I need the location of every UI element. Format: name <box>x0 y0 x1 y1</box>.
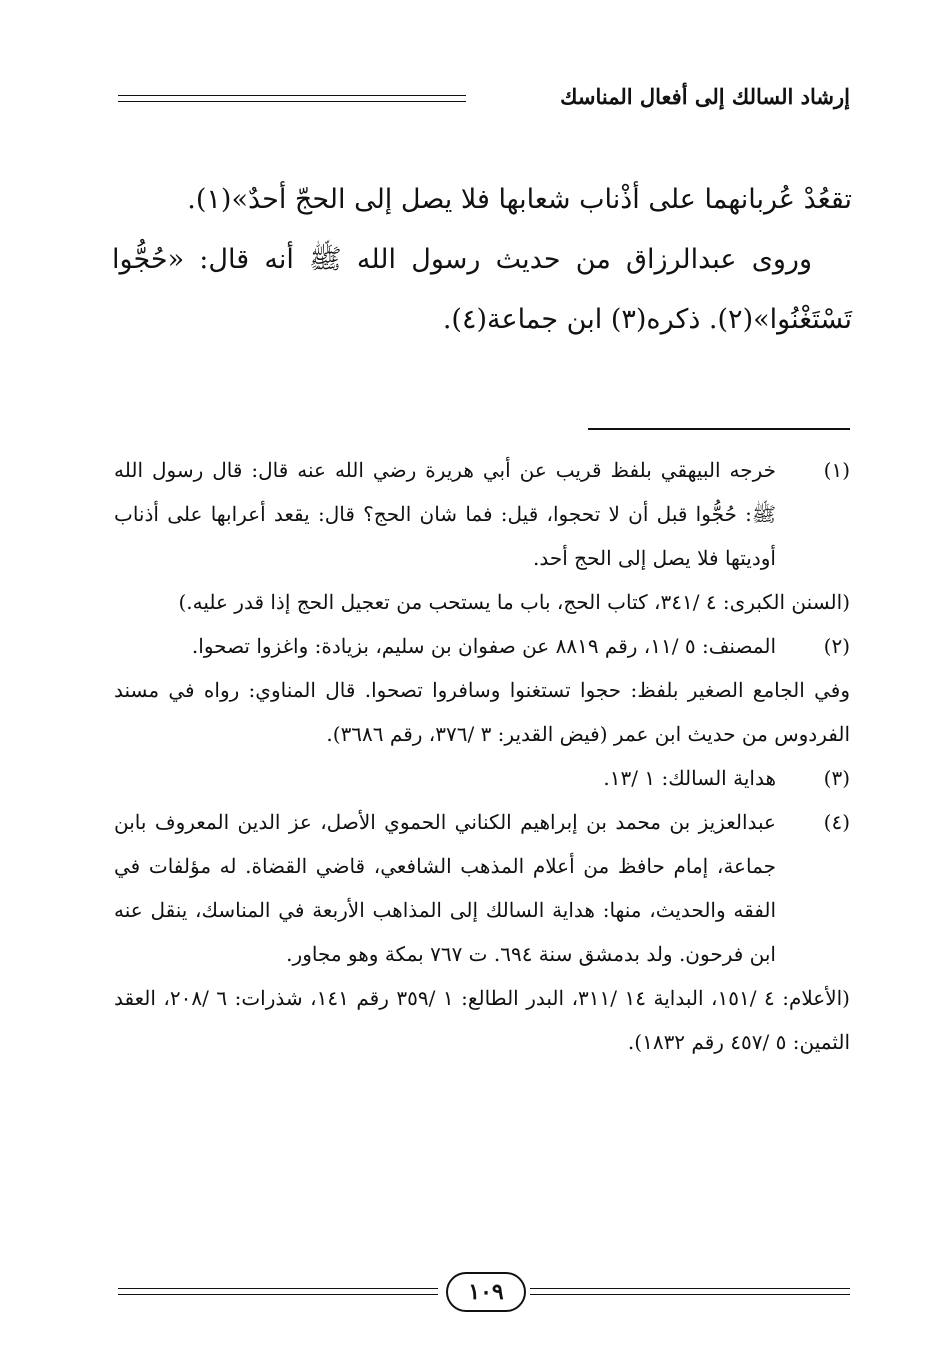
footnote-reference: (السنن الكبرى: ٤ /٣٤١، كتاب الحج، باب ما يستحب من تعجيل الحج إذا قدر عليه.) <box>178 590 850 614</box>
footer-rule <box>118 1288 438 1289</box>
footnote-1 <box>114 448 850 580</box>
page-number: ١٠٩ <box>446 1272 526 1312</box>
header-title: إرشاد السالك إلى أفعال المناسك <box>560 84 850 109</box>
running-header <box>118 78 850 118</box>
header-rule <box>118 95 466 96</box>
footer-rule <box>118 1294 438 1295</box>
main-paragraph-2: وروى عبدالرزاق من حديث رسول الله ﷺ أنه قال: «حُجُّوا تَسْتَغْنُوا»(٢). ذكره(٣) ابن جماعة(٤). <box>112 244 852 335</box>
footnote-number: (١) <box>823 458 850 482</box>
footnote-4 <box>114 800 850 976</box>
footnote-number: (٢) <box>823 634 850 658</box>
footer-rule <box>530 1288 850 1289</box>
page-footer <box>118 1270 850 1320</box>
footer-rule <box>530 1294 850 1295</box>
footnote-reference: (الأعلام: ٤ /١٥١، البداية ١٤ /٣١١، البدر الطالع: ١ /٣٥٩ رقم ١٤١، شذرات: ٦ /٢٠٨، العقد الثمين: ٥ /٤٥٧ رقم ١٨٣٢). <box>114 986 850 1054</box>
footnote-text: عبدالعزيز بن محمد بن إبراهيم الكناني الحموي الأصل، عز الدين المعروف بابن جماعة، إمام حافظ من أعلام المذهب الشافعي، قاضي القضاة. له مؤلفات في الفقه والحديث، منها: هداية السالك إلى المذاهب الأربعة في المناسك، ينقل عنه ابن فرحون. ولد بدمشق سنة ٦٩٤. ت ٧٦٧ بمكة وهو مجاور. <box>114 810 776 966</box>
header-rule <box>118 101 466 102</box>
main-paragraph-1: تقعُدْ عُربانهما على أذْناب شعابها فلا يصل إلى الحجّ أحدٌ»(١). <box>187 184 852 215</box>
footnote-3 <box>114 756 850 800</box>
footnote-number: (٤) <box>823 810 850 834</box>
footnote-text: خرجه البيهقي بلفظ قريب عن أبي هريرة رضي الله عنه قال: قال رسول الله ﷺ: حُجُّوا قبل أن لا تحجوا، قيل: فما شان الحج؟ قال: يقعد أعرابها على أذناب أوديتها فلا يصل إلى الحج أحد. <box>114 458 776 570</box>
main-text <box>112 170 852 350</box>
footnote-reference: وفي الجامع الصغير بلفظ: حجوا تستغنوا وسافروا تصحوا. قال المناوي: رواه في مسند الفردوس من حديث ابن عمر (فيض القدير: ٣ /٣٧٦، رقم ٣٦٨٦). <box>114 678 850 746</box>
footnote-2 <box>114 624 850 668</box>
footnotes <box>114 448 850 1064</box>
footnote-separator <box>588 428 850 430</box>
footnote-text: هداية السالك: ١ /١٣. <box>603 766 776 790</box>
footnote-number: (٣) <box>823 766 850 790</box>
footnote-text: المصنف: ٥ /١١، رقم ٨٨١٩ عن صفوان بن سليم، بزيادة: واغزوا تصحوا. <box>191 634 776 658</box>
